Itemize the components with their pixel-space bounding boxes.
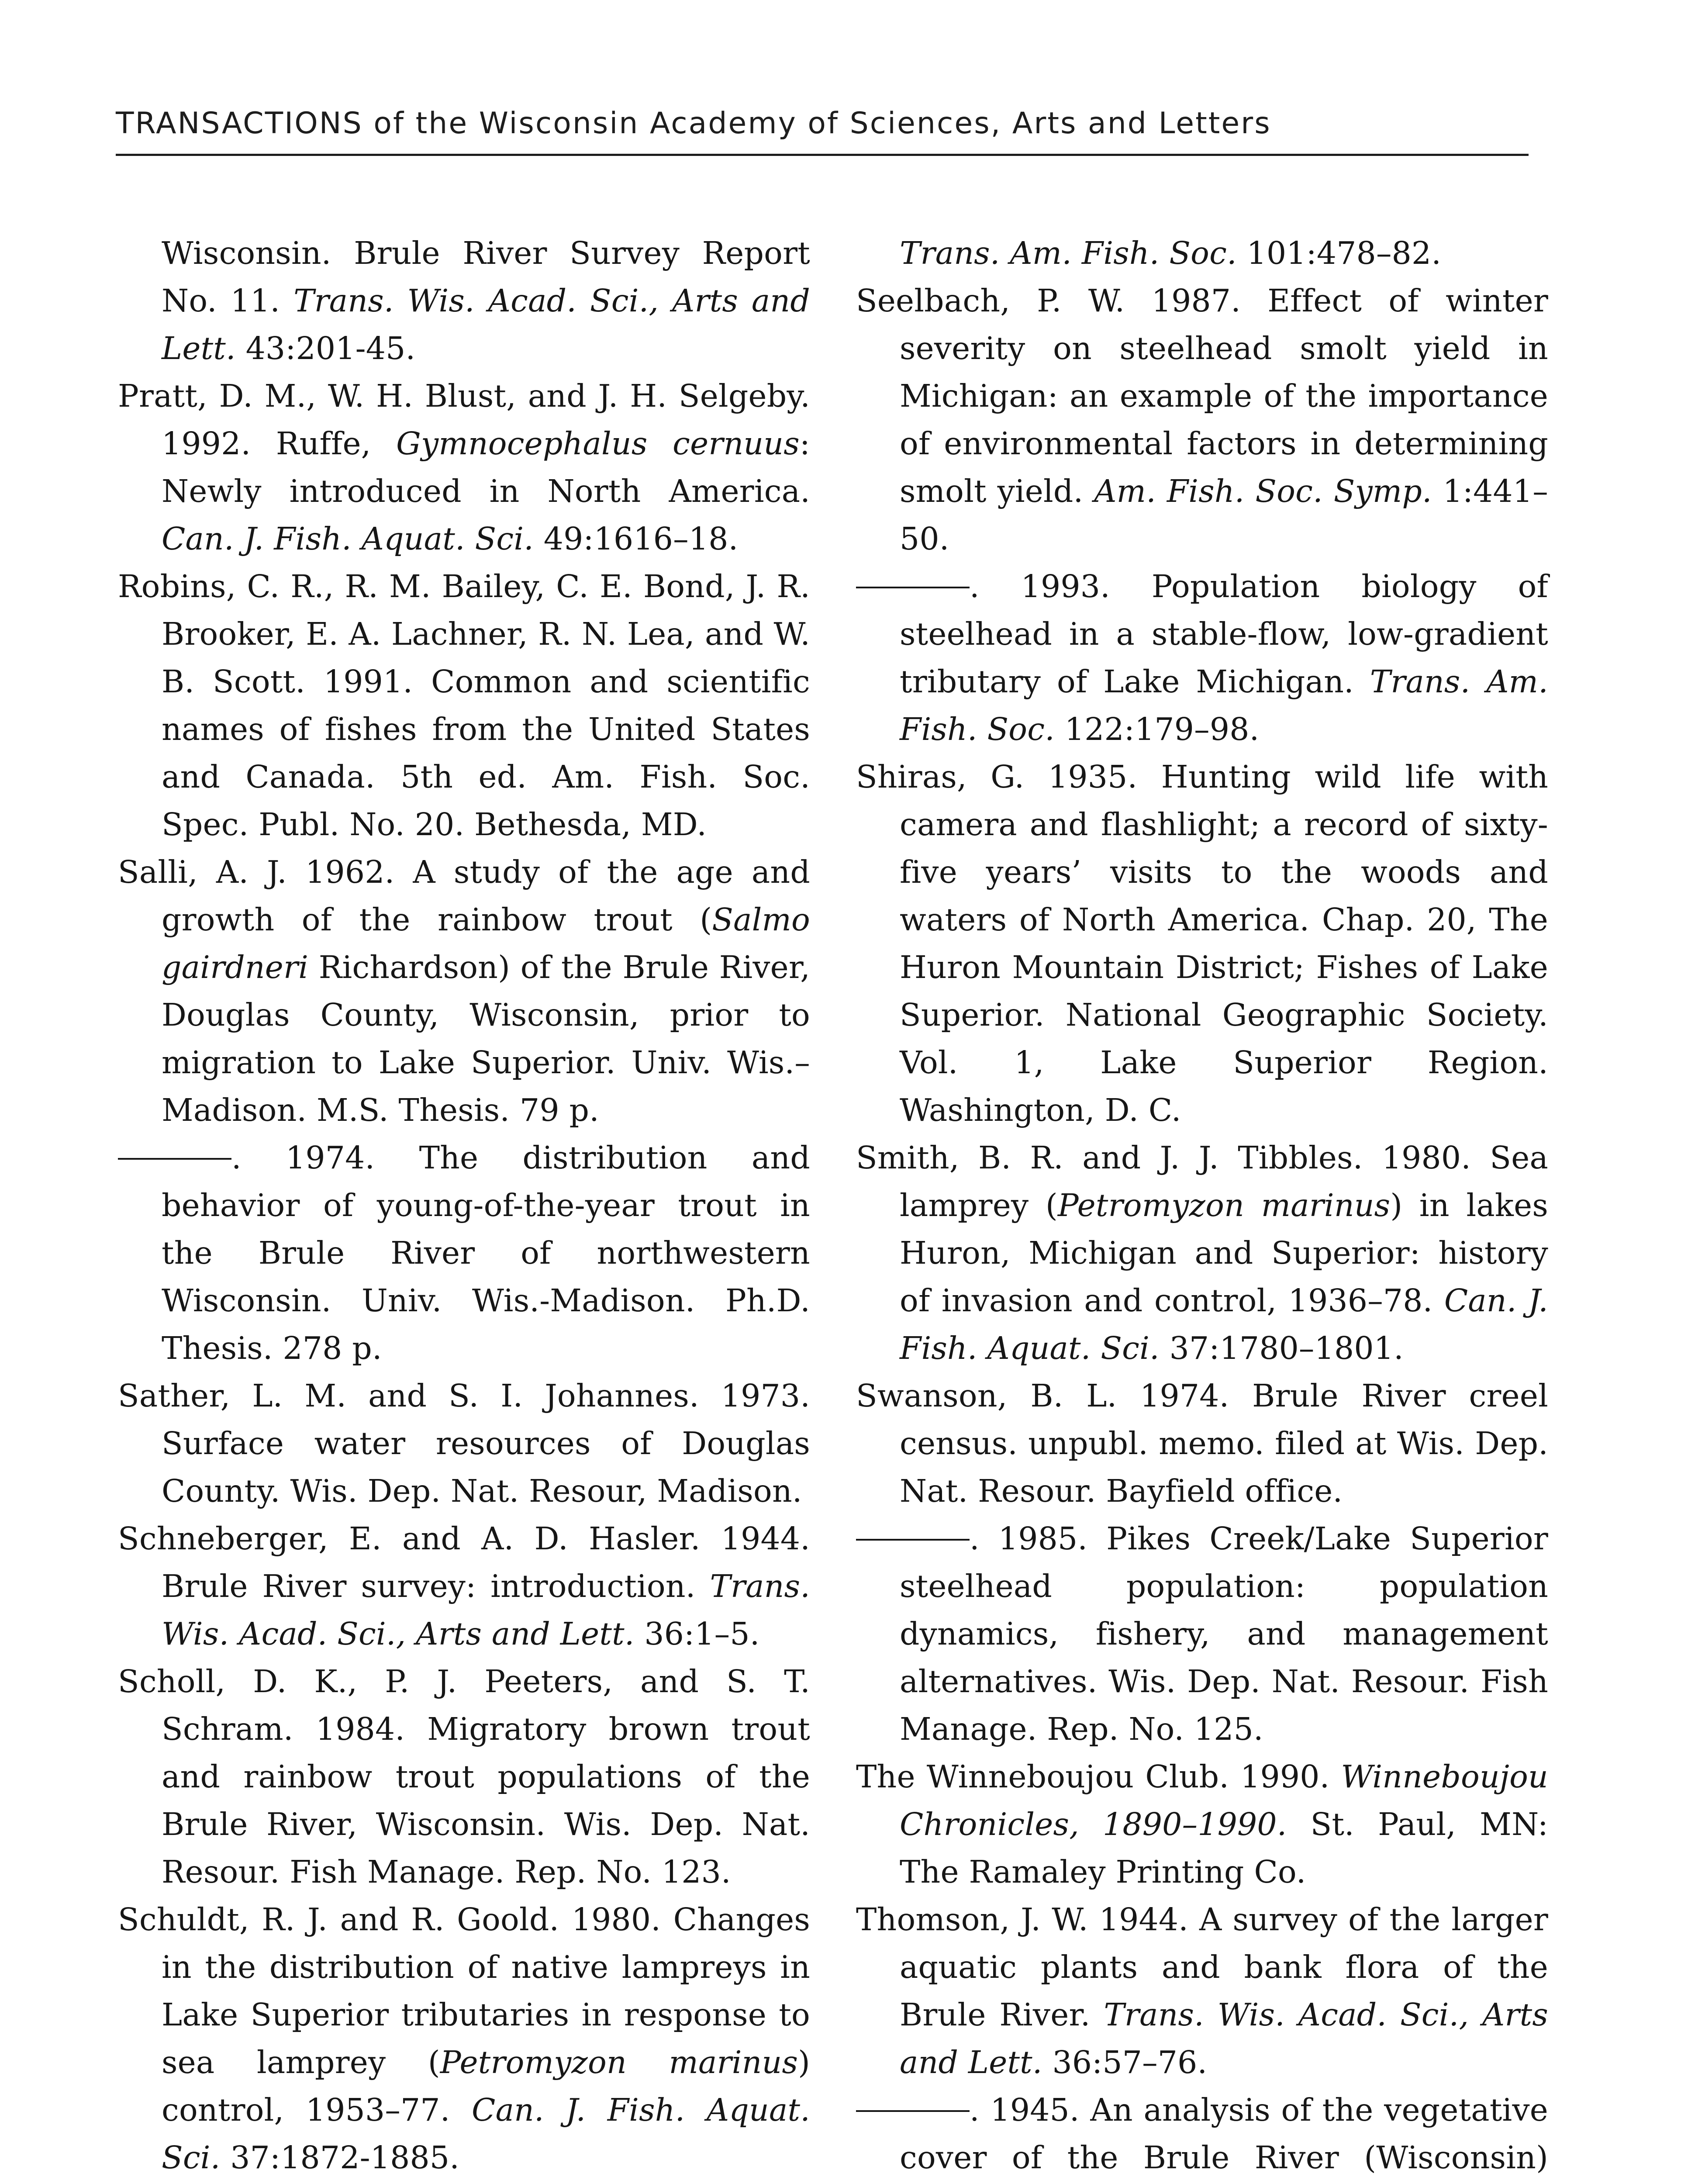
italic-text: Am. Fish. Soc. Symp. xyxy=(1094,473,1432,509)
italic-text: Can. J. Fish. Aquat. Sci. xyxy=(162,521,534,557)
reference-text: 49:1616–18. xyxy=(534,521,739,557)
reference-text: Shiras, G. 1935. Hunting wild life with camera and flashlight; a record of sixty-five years’ visits to the woods and waters of North America. Chap. 20, The Huron Mountain District; Fishes of Lake Superior. National Geographic Society. Vol. 1, Lake Superior Region. Washington, D. C. xyxy=(856,759,1548,1128)
running-header: TRANSACTIONS of the Wisconsin Academy of Sciences, Arts and Letters xyxy=(116,106,1529,156)
reference-text: Schneberger, E. and A. D. Hasler. 1944. Brule River survey: introduction. xyxy=(118,1521,810,1604)
italic-text: Petromyzon marinus xyxy=(440,2044,798,2080)
reference-column-left xyxy=(118,229,810,2184)
italic-text: Winneboujou Chronicles, 1890–1990. xyxy=(900,1759,1548,1842)
reference-entry xyxy=(856,2086,1548,2184)
reference-text: 122:179–98. xyxy=(1055,711,1260,747)
italic-text: Trans. Wis. Acad. Sci., Arts and Lett. xyxy=(900,1997,1548,2080)
repeat-author-dash xyxy=(856,2110,970,2112)
reference-text: Pratt, D. M., W. H. Blust, and J. H. Selgeby. 1992. Ruffe, xyxy=(118,378,810,462)
repeat-author-dash xyxy=(856,1539,970,1541)
italic-text: Petromyzon marinus xyxy=(1057,1187,1391,1223)
italic-text: Trans. Wis. Acad. Sci., Arts and Lett. xyxy=(162,283,811,366)
italic-text: Can. J. Fish. Aquat. Sci. xyxy=(162,2092,810,2176)
reference-entry xyxy=(856,563,1548,753)
reference-entry xyxy=(856,1896,1548,2086)
reference-text: 101:478–82. xyxy=(1236,235,1442,271)
reference-text: . 1993. Population biology of steelhead in a stable-flow, low-gradient tributary of Lake Michigan. xyxy=(900,568,1548,700)
reference-text: 37:1780–1801. xyxy=(1159,1330,1404,1366)
reference-continuation xyxy=(856,229,1548,277)
reference-text: Thomson, J. W. 1944. A survey of the larger aquatic plants and bank flora of the Brule River. xyxy=(856,1901,1548,2033)
italic-text: Trans. Wis. Acad. Sci., Arts and Lett. xyxy=(162,1568,810,1652)
italic-text: Salmo gairdneri xyxy=(162,902,810,985)
reference-entry xyxy=(118,1134,810,1372)
reference-text: ) control, 1953–77. xyxy=(162,2044,810,2128)
reference-text: Seelbach, P. W. 1987. Effect of winter severity on steelhead smolt yield in Michigan: an example of the importance of environmental factors in determining smolt yield. xyxy=(856,283,1548,509)
reference-entry xyxy=(118,2181,810,2184)
reference-continuation xyxy=(118,229,810,372)
reference-text: St. Paul, MN: The Ramaley Printing Co. xyxy=(900,1806,1548,1890)
reference-text: Swanson, B. L. 1974. Brule River creel census. unpubl. memo. filed at Wis. Dep. Nat. Resour. Bayfield office. xyxy=(856,1378,1548,1509)
reference-text: Sather, L. M. and S. I. Johannes. 1973. Surface water resources of Douglas County. Wis. Dep. Nat. Resour, Madison. xyxy=(118,1378,810,1509)
italic-text: Trans. Am. Fish. Soc. xyxy=(900,235,1237,271)
reference-entry xyxy=(118,848,810,1134)
reference-text: Schuldt, R. J. and R. Goold. 1980. Changes in the distribution of native lampreys in Lake Superior tributaries in response to sea lamprey ( xyxy=(118,1901,810,2080)
reference-entry xyxy=(118,372,810,563)
reference-entry xyxy=(856,1753,1548,1896)
reference-entry xyxy=(118,1372,810,1515)
reference-text: 43:201-45. xyxy=(235,330,416,366)
reference-text: Smith, B. R. and J. J. Tibbles. 1980. Sea lamprey ( xyxy=(856,1140,1548,1223)
reference-entry xyxy=(856,277,1548,563)
reference-text: 36:57–76. xyxy=(1042,2044,1208,2080)
reference-entry xyxy=(118,1658,810,1896)
reference-text: : Newly introduced in North America. xyxy=(162,425,810,509)
reference-text: . 1985. Pikes Creek/Lake Superior steelhead population: population dynamics, fishery, and management alternatives. Wis. Dep. Nat. Resour. Fish Manage. Rep. No. 125. xyxy=(900,1521,1548,1747)
italic-text: Trans. Am. Fish. Soc. xyxy=(900,663,1548,747)
reference-entry xyxy=(118,1896,810,2181)
reference-entry xyxy=(118,563,810,848)
reference-text: The Winneboujou Club. 1990. xyxy=(856,1759,1341,1795)
reference-text: 36:1–5. xyxy=(634,1616,760,1652)
reference-entry xyxy=(856,1515,1548,1753)
reference-text: Robins, C. R., R. M. Bailey, C. E. Bond, J. R. Brooker, E. A. Lachner, R. N. Lea, and W. B. Scott. 1991. Common and scientific names of fishes from the United States and Canada. 5th ed. Am. Fish. Soc. Spec. Publ. No. 20. Bethesda, MD. xyxy=(118,568,810,843)
reference-text: Salli, A. J. 1962. A study of the age and growth of the rainbow trout ( xyxy=(118,854,810,938)
italic-text: Gymnocephalus cernuus xyxy=(396,425,800,462)
reference-entry xyxy=(118,1515,810,1658)
reference-column-right xyxy=(856,229,1548,2184)
italic-text: Can. J. Fish. Aquat. Sci. xyxy=(900,1282,1548,1366)
reference-entry xyxy=(856,753,1548,1134)
reference-text: . 1945. An analysis of the vegetative cover of the Brule River (Wisconsin) xyxy=(900,2092,1548,2176)
reference-entry xyxy=(856,1372,1548,1515)
reference-entry xyxy=(856,1134,1548,1372)
reference-text: Richardson) of the Brule River, Douglas County, Wisconsin, prior to migration to Lake Superior. Univ. Wis.–Madison. M.S. Thesis. 79 p. xyxy=(162,949,810,1128)
reference-text: . 1974. The distribution and behavior of young-of-the-year trout in the Brule River of northwestern Wisconsin. Univ. Wis.-Madison. Ph.D. Thesis. 278 p. xyxy=(162,1140,810,1366)
repeat-author-dash xyxy=(118,1158,231,1160)
reference-text: ) in lakes Huron, Michigan and Superior: history of invasion and control, 1936–78. xyxy=(900,1187,1548,1319)
reference-text: Wisconsin. Brule River Survey Report No. 11. xyxy=(162,235,810,319)
reference-text: Scholl, D. K., P. J. Peeters, and S. T. Schram. 1984. Migratory brown trout and rainbow trout populations of the Brule River, Wisconsin. Wis. Dep. Nat. Resour. Fish Manage. Rep. No. 123. xyxy=(118,1663,810,1890)
repeat-author-dash xyxy=(856,587,970,588)
reference-text: 37:1872-1885. xyxy=(220,2139,460,2176)
reference-text: 1:441–50. xyxy=(900,473,1548,557)
